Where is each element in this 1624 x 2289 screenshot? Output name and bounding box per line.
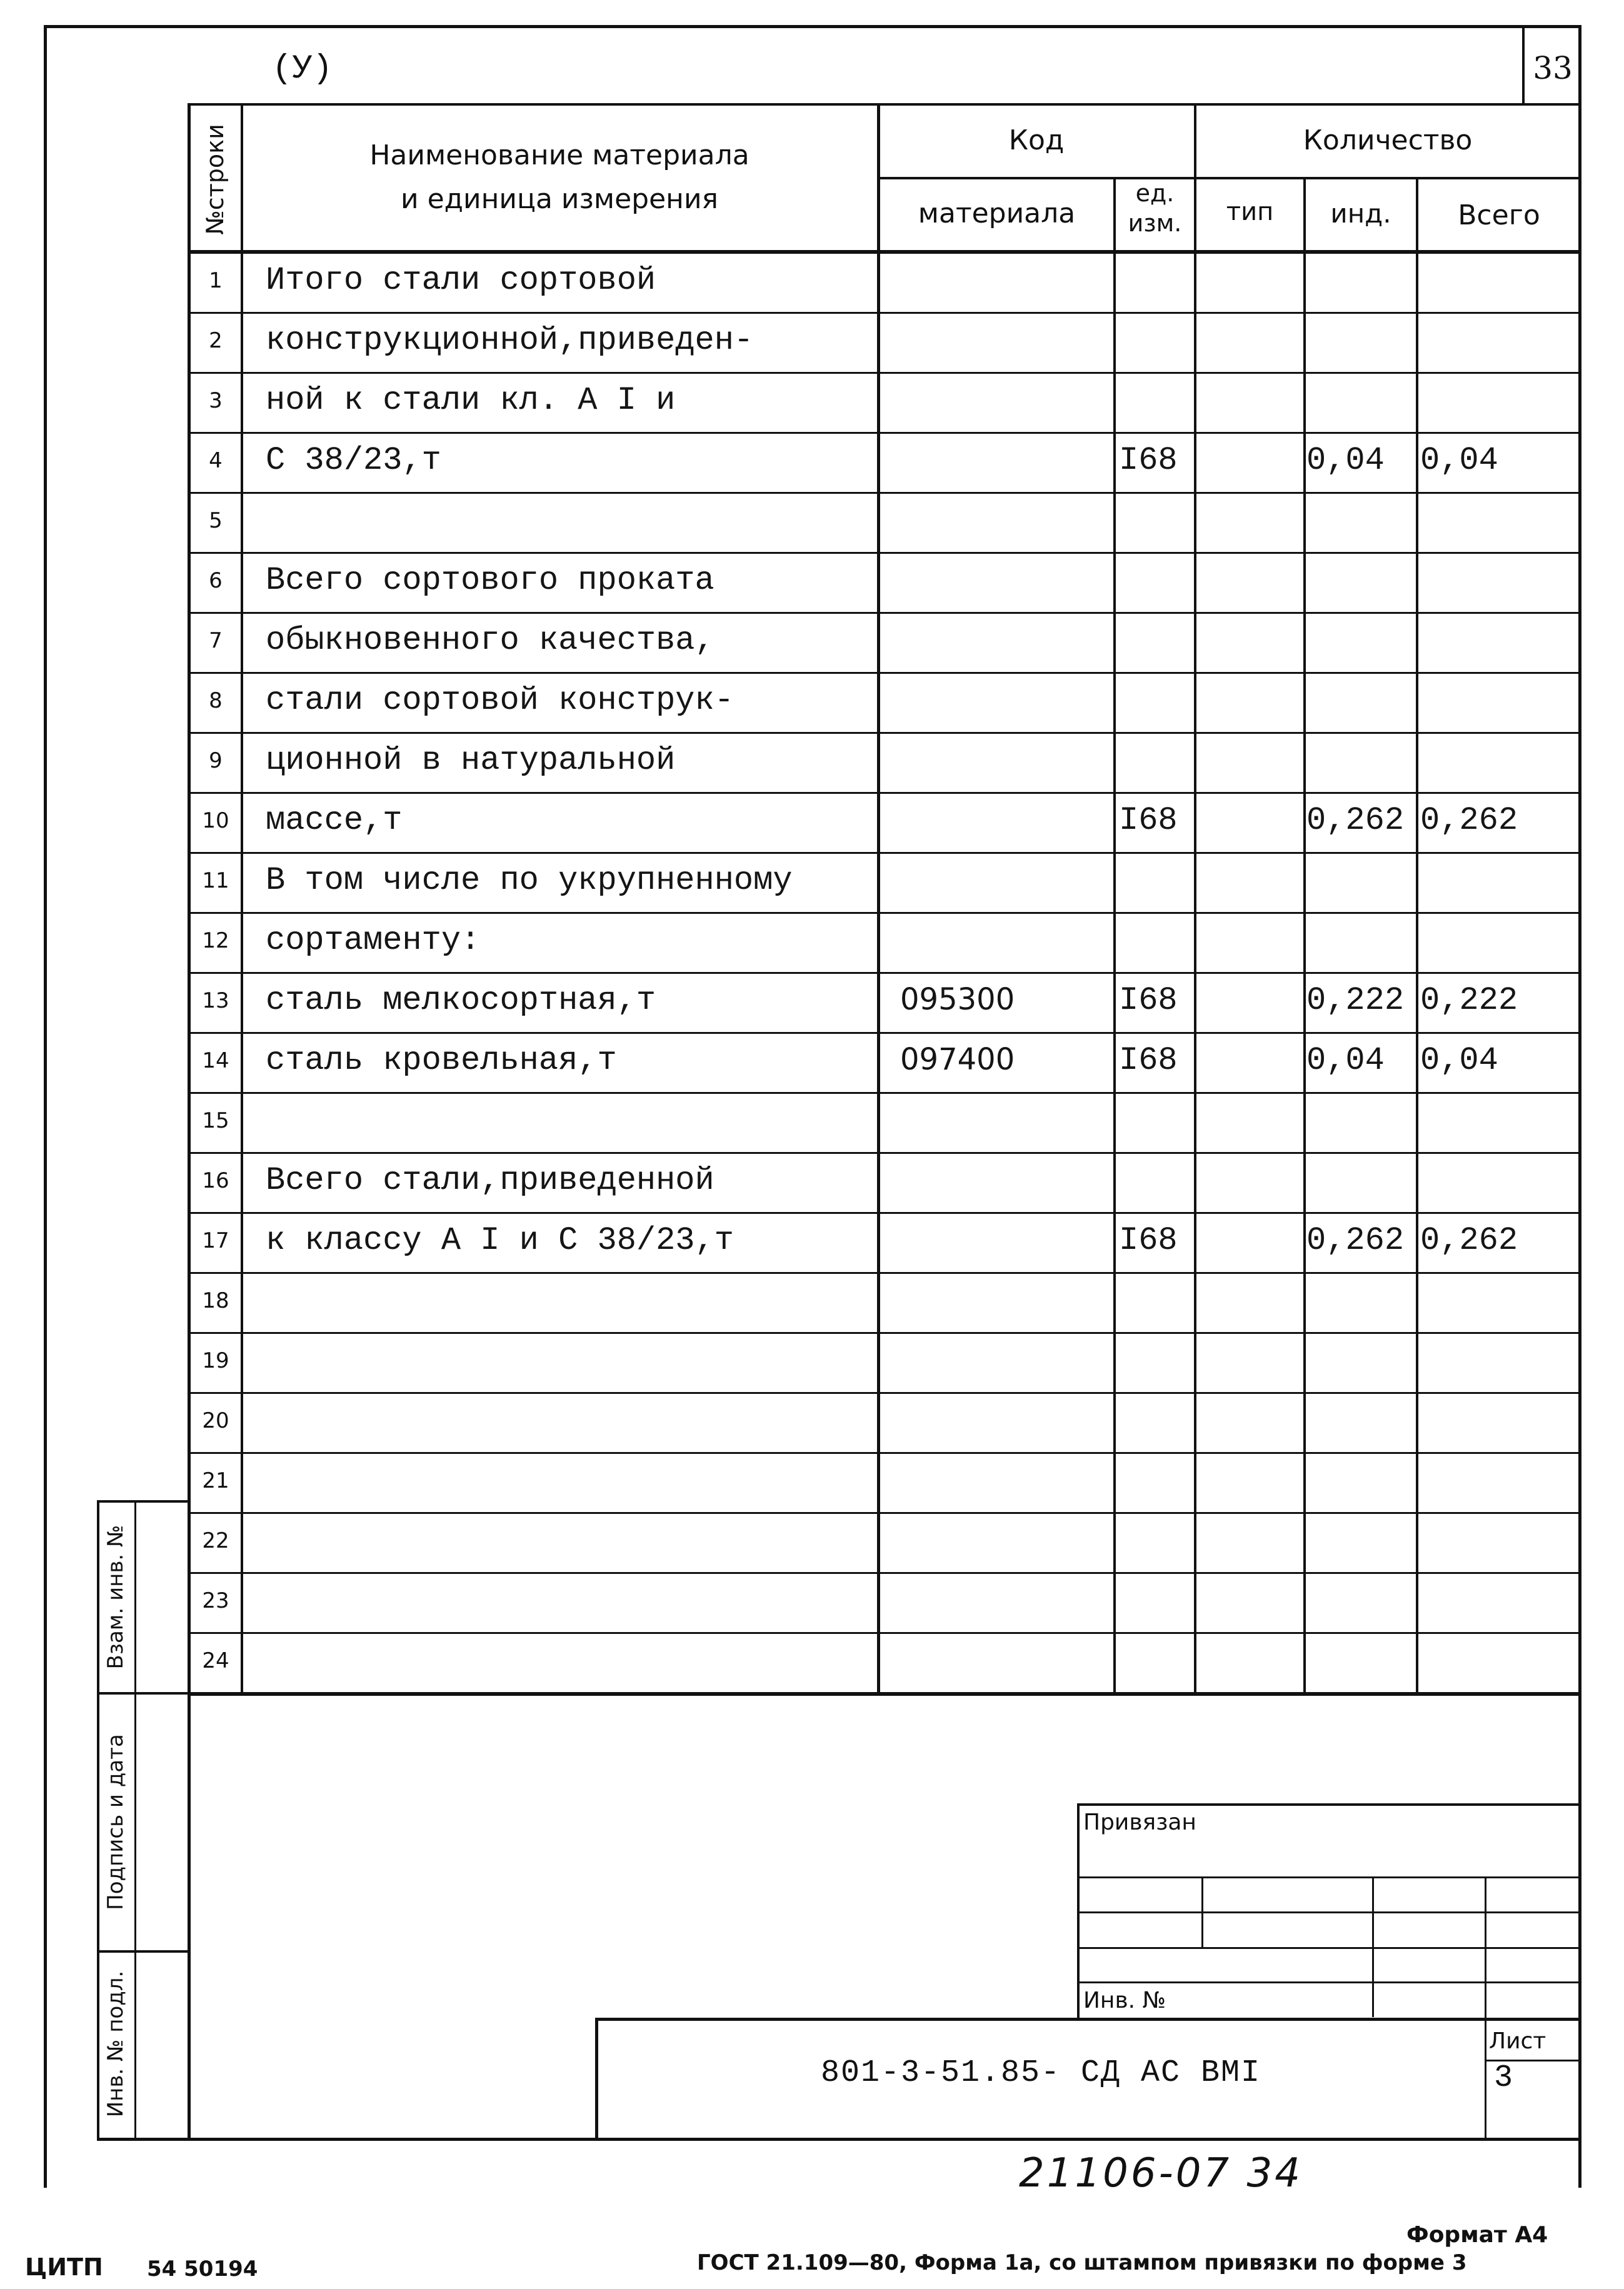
side-frame-bottom [97, 2138, 189, 2141]
row-number: 12 [202, 928, 229, 953]
row-line [188, 492, 1581, 494]
stamp-line-3 [1077, 1947, 1581, 1949]
row-line [188, 792, 1581, 794]
side-podpis-data: Подпись и дата [103, 1734, 128, 1910]
row-number: 17 [202, 1228, 229, 1253]
side-inner-line [134, 1500, 136, 2141]
header-unit-1: ед. [1135, 179, 1175, 207]
row-cell-total: 0,262 [1420, 1222, 1518, 1259]
row-line [188, 1032, 1581, 1034]
side-frame-left [97, 1500, 99, 2141]
footer-org: ЦИТП [25, 2253, 103, 2281]
table-top-line [188, 103, 1581, 106]
stamp-list-label: Лист [1489, 2028, 1546, 2054]
row-cell-ind: 0,04 [1306, 1042, 1385, 1079]
row-number: 21 [202, 1468, 229, 1493]
row-cell-name: Всего стали,приведенной [266, 1162, 714, 1199]
row-line [188, 1632, 1581, 1634]
row-cell-name: стали сортовой конструк- [266, 682, 734, 719]
row-number: 10 [202, 808, 229, 833]
row-number: 9 [209, 748, 223, 773]
row-line [188, 432, 1581, 434]
row-line [188, 1092, 1581, 1094]
row-number: 18 [202, 1288, 229, 1313]
row-cell-name: Всего сортового проката [266, 562, 714, 599]
handwritten-number: 21106-07 34 [1019, 2150, 1303, 2196]
row-number: 14 [202, 1048, 229, 1073]
row-cell-total: 0,222 [1420, 982, 1518, 1019]
outer-frame-right [1578, 25, 1581, 2188]
stamp-inv-no: Инв. № [1083, 1988, 1166, 2013]
page-box-left [1522, 25, 1525, 105]
col-line-code [877, 103, 880, 1694]
header-row-number: №строки [201, 124, 229, 235]
header-ind: инд. [1330, 198, 1391, 229]
row-number: 1 [209, 268, 223, 293]
row-number: 23 [202, 1588, 229, 1613]
frame-bottom-line [188, 2138, 1581, 2141]
row-number: 15 [202, 1108, 229, 1133]
row-cell-unit: I68 [1119, 982, 1178, 1019]
side-inv-podl: Инв. № подл. [103, 1970, 128, 2118]
row-line [188, 972, 1581, 974]
row-line [188, 1332, 1581, 1334]
row-cell-unit: I68 [1119, 802, 1178, 839]
row-number: 7 [209, 628, 223, 653]
row-cell-total: 0,04 [1420, 442, 1498, 479]
outer-frame-left [44, 25, 47, 2188]
row-line [188, 552, 1581, 554]
row-cell-ind: 0,04 [1306, 442, 1385, 479]
header-type: тип [1226, 198, 1274, 226]
row-cell-code: 095300 [900, 982, 1015, 1017]
row-number: 4 [209, 448, 223, 473]
stamp-vline-1 [1201, 1876, 1203, 1948]
row-cell-ind: 0,262 [1306, 1222, 1405, 1259]
row-cell-name: к классу А I и С 38/23,т [266, 1222, 734, 1259]
stamp-line-1 [1077, 1876, 1581, 1878]
col-line-name [241, 103, 243, 1694]
row-number: 6 [209, 568, 223, 593]
header-subline [878, 177, 1581, 179]
row-cell-name: сортаменту: [266, 922, 481, 959]
row-number: 22 [202, 1528, 229, 1553]
row-cell-name: ционной в натуральной [266, 742, 676, 779]
row-cell-name: ной к стали кл. А I и [266, 382, 676, 419]
row-line [188, 1392, 1581, 1394]
stamp-privyazan: Привязан [1083, 1810, 1196, 1835]
row-cell-name: Итого стали сортовой [266, 262, 656, 299]
row-line [188, 672, 1581, 674]
header-code: Код [1008, 124, 1065, 156]
sheet-mark: (У) [272, 50, 333, 88]
footer-gost: ГОСТ 21.109—80, Форма 1а, со штампом привязки по форме 3 [697, 2250, 1467, 2275]
row-number: 8 [209, 688, 223, 713]
row-cell-unit: I68 [1119, 442, 1178, 479]
row-line [188, 1212, 1581, 1214]
stamp-vline-3 [1485, 1876, 1486, 2139]
row-number: 20 [202, 1408, 229, 1433]
row-line [188, 312, 1581, 314]
row-cell-total: 0,262 [1420, 802, 1518, 839]
row-cell-code: 097400 [900, 1042, 1015, 1077]
row-cell-name: сталь кровельная,т [266, 1042, 617, 1079]
footer-format: Формат А4 [1406, 2222, 1548, 2248]
row-line [188, 1452, 1581, 1454]
stamp-line-4 [1077, 1981, 1581, 1983]
stamp-main-left [595, 2018, 598, 2140]
row-line [188, 912, 1581, 914]
row-cell-total: 0,04 [1420, 1042, 1498, 1079]
row-line [188, 372, 1581, 374]
header-unit-2: изм. [1128, 209, 1182, 237]
table-header-bottom-line [188, 250, 1581, 254]
stamp-list-value: 3 [1494, 2060, 1513, 2096]
row-number: 16 [202, 1168, 229, 1193]
col-line-ind [1303, 177, 1306, 1694]
row-number: 3 [209, 388, 223, 413]
row-number: 13 [202, 988, 229, 1013]
stamp-top-line [1077, 1803, 1581, 1806]
row-cell-name: В том числе по укрупненному [266, 862, 793, 899]
row-cell-unit: I68 [1119, 1042, 1178, 1079]
row-number: 5 [209, 508, 223, 533]
outer-frame-top [44, 25, 1581, 28]
row-line [188, 732, 1581, 734]
header-name-line2: и единица измерения [400, 183, 719, 215]
row-cell-name: конструкционной,приведен- [266, 322, 754, 359]
row-number: 24 [202, 1648, 229, 1673]
col-line-quantity [1194, 103, 1196, 1694]
row-cell-name: обыкновенного качества, [266, 622, 714, 659]
col-line-total [1416, 177, 1418, 1694]
header-total: Всего [1458, 199, 1540, 231]
row-cell-unit: I68 [1119, 1222, 1178, 1259]
header-quantity: Количество [1303, 124, 1473, 156]
stamp-main-top [595, 2018, 1581, 2021]
row-line [188, 612, 1581, 614]
page-number: 33 [1533, 50, 1573, 86]
row-line [188, 1272, 1581, 1274]
row-cell-ind: 0,222 [1306, 982, 1405, 1019]
row-cell-name: сталь мелкосортная,т [266, 982, 656, 1019]
header-material: материала [918, 198, 1076, 229]
col-line-unit [1113, 177, 1116, 1694]
row-line [188, 1572, 1581, 1574]
row-cell-ind: 0,262 [1306, 802, 1405, 839]
row-cell-name: С 38/23,т [266, 442, 441, 479]
row-line [188, 1152, 1581, 1154]
row-number: 11 [202, 868, 229, 893]
footer-order: 54 50194 [147, 2256, 258, 2281]
row-number: 19 [202, 1348, 229, 1373]
row-line [188, 1512, 1581, 1514]
table-bottom-line [188, 1692, 1581, 1696]
row-cell-name: массе,т [266, 802, 403, 839]
stamp-line-2 [1077, 1911, 1581, 1913]
header-name-line1: Наименование материала [369, 139, 749, 171]
stamp-designation: 801-3-51.85- СД АС ВМI [820, 2055, 1261, 2091]
side-vzam-inv: Взам. инв. № [103, 1525, 128, 1670]
row-line [188, 852, 1581, 854]
row-number: 2 [209, 328, 223, 353]
stamp-vline-2 [1372, 1876, 1374, 2017]
